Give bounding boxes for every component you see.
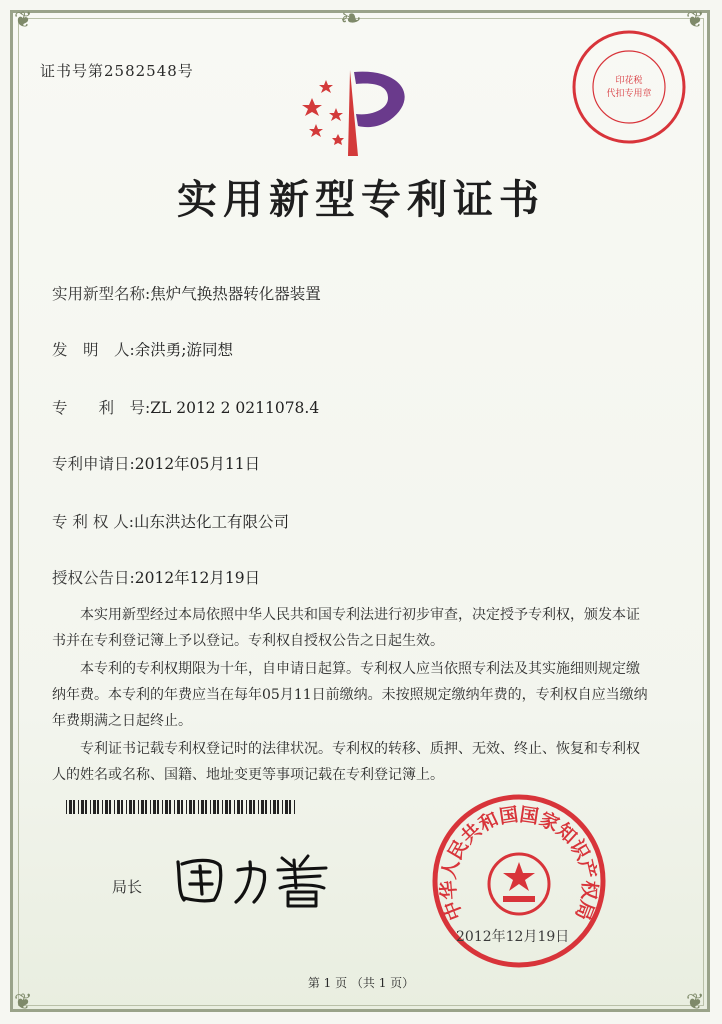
field-value: 2012年05月11日 [134, 455, 261, 473]
field-label: 实用新型名称: [52, 285, 151, 303]
field-value: 山东洪达化工有限公司 [134, 513, 290, 531]
field-patentee [52, 510, 289, 532]
svg-text:印花税: 印花税 [615, 76, 643, 86]
field-value: 2012年12月19日 [134, 569, 261, 587]
certificate-body [52, 602, 652, 790]
ornament-bottom-left-icon: ❦ [14, 990, 33, 1015]
field-label: 专 利 号: [52, 399, 151, 417]
ornament-top-center-icon: ❧ [340, 4, 362, 34]
svg-text:代扣专用章: 代扣专用章 [606, 89, 652, 99]
field-application-date [52, 452, 260, 474]
field-patent-number [52, 396, 319, 418]
certificate-number: 证书号第2582548号 [40, 62, 194, 80]
body-paragraph: 本实用新型经过本局依照中华人民共和国专利法进行初步审查，决定授予专利权，颁发本证书并在专利登记簿上予以登记。专利权自授权公告之日起生效。 [52, 607, 640, 649]
field-label: 专 利 权 人: [52, 513, 135, 531]
director-label: 局长 [112, 878, 143, 896]
body-paragraph: 本专利的专利权期限为十年，自申请日起算。专利权人应当依照专利法及其实施细则规定缴纳年费。本专利的年费应当在每年05月11日前缴纳。未按照规定缴纳年费的，专利权自应当缴纳年费期满之日起终止。 [52, 661, 648, 729]
certificate-title: 实用新型专利证书 [177, 176, 545, 223]
field-label: 发 明 人: [52, 341, 135, 359]
field-inventor [52, 338, 233, 360]
director-signature-icon [170, 848, 340, 910]
field-value: 余洪勇;游同想 [134, 341, 233, 359]
field-value: ZL 2012 2 0211078.4 [150, 399, 320, 417]
field-label: 专利申请日: [52, 455, 135, 473]
ornament-top-left-icon: ❦ [14, 8, 33, 33]
barcode-icon [66, 800, 298, 814]
ornament-top-right-icon: ❦ [686, 8, 705, 33]
field-utility-model-name [52, 282, 321, 304]
seal-date: 2012年12月19日 [456, 929, 570, 945]
svg-text:中华人民共和国国家知识产权局: 中华人民共和国国家知识产权局 [437, 803, 601, 924]
tax-seal-icon [570, 28, 688, 146]
body-paragraph: 专利证书记载专利权登记时的法律状况。专利权的转移、质押、无效、终止、恢复和专利权人的姓名或名称、国籍、地址变更等事项记载在专利登记簿上。 [52, 741, 640, 783]
field-value: 焦炉气换热器转化器装置 [150, 285, 321, 303]
field-grant-date [52, 566, 260, 588]
ornament-bottom-right-icon: ❦ [686, 990, 705, 1015]
field-label: 授权公告日: [52, 569, 135, 587]
patent-office-emblem-icon [292, 58, 422, 163]
page-number: 第 1 页 （共 1 页） [307, 976, 415, 990]
